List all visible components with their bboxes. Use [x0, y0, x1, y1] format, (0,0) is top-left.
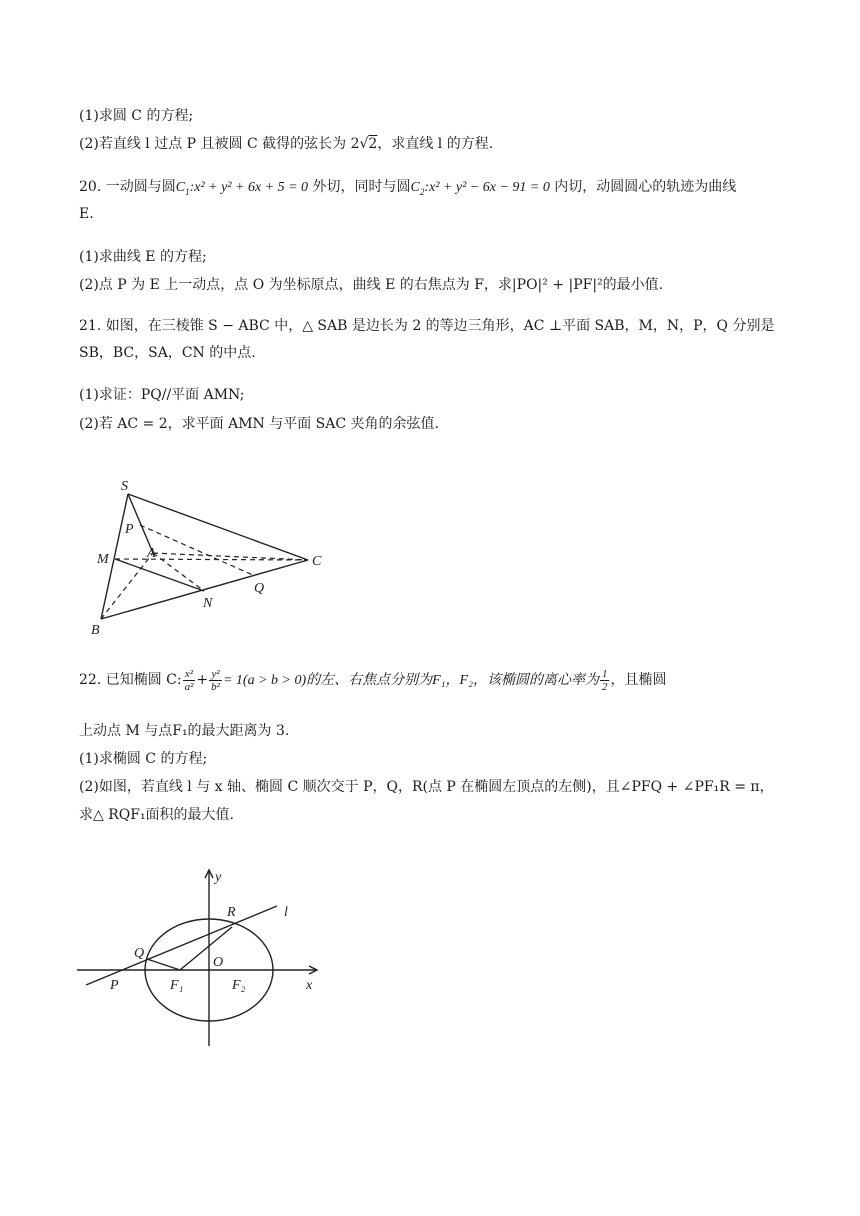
q22-part1: (1)求椭圆 C 的方程;: [79, 751, 208, 767]
plus-sign: +: [196, 672, 209, 688]
fraction-one-half: [600, 668, 610, 693]
frac1-num: x²: [183, 668, 196, 681]
half-num: 1: [601, 667, 608, 680]
q19-part1: (1)求圆 C 的方程;: [79, 108, 194, 124]
q20-part1: (1)求曲线 E 的方程;: [79, 249, 207, 265]
q21-part1: (1)求证：PQ//平面 AMN;: [79, 387, 245, 403]
q22-part2b: 求△ RQF₁面积的最大值.: [79, 807, 235, 823]
label-R: R: [227, 905, 236, 920]
q20-part2: (2)点 P 为 E 上一动点，点 O 为坐标原点，曲线 E 的右焦点为 F，求|PO|² + |PF|²的最小值.: [79, 277, 664, 293]
q22-stem-d: 上动点 M 与点F₁的最大距离为 3.: [79, 723, 290, 739]
label-Q: Q: [254, 581, 265, 596]
c1-sub: 1: [185, 186, 190, 197]
q22-stem-c: ，且椭圆: [610, 672, 667, 688]
q22-part2: (2)如图，若直线 l 与 x 轴、椭圆 C 顺次交于 P，Q，R(点 P 在椭圆左顶点的左侧)，且∠PFQ + ∠PF₁R = π，: [79, 779, 774, 795]
frac2-den: b²: [211, 680, 220, 693]
frac2-num: y²: [209, 668, 222, 681]
label-B: B: [91, 623, 100, 638]
q22-stem: [79, 666, 666, 695]
frac1-den: a²: [184, 680, 194, 693]
label-l: l: [284, 905, 288, 920]
fraction-y2-b2: [209, 668, 222, 693]
q21-stem: 21. 如图，在三棱锥 S − ABC 中，△ SAB 是边长为 2 的等边三角形，AC ⊥平面 SAB，M，N，P，Q 分别是: [79, 318, 775, 334]
half-den: 2: [601, 680, 608, 693]
label-C: C: [312, 554, 322, 569]
circle1-equation: :x² + y² + 6x + 5 = 0: [189, 180, 309, 195]
q21-part2: (2)若 AC = 2，求平面 AMN 与平面 SAC 夹角的余弦值.: [79, 416, 440, 432]
label-N: N: [203, 596, 213, 611]
c2-sub: 2: [419, 186, 425, 197]
label-y: y: [215, 870, 222, 885]
label-P: P: [125, 522, 134, 537]
label-O: O: [213, 955, 224, 970]
label-P: P: [110, 978, 119, 993]
q20-stem-b: 外切，同时与圆: [308, 179, 411, 195]
ellipse-figure: [72, 864, 332, 1054]
label-S: S: [121, 479, 128, 494]
c1-symbol: C: [175, 180, 186, 195]
sqrt-radicand: 2: [368, 136, 378, 152]
sqrt-sign: √: [359, 136, 369, 152]
fraction-x2-a2: [183, 668, 196, 693]
circle2-equation: :x² + y² − 6x − 91 = 0: [424, 180, 550, 195]
q19-part2: [79, 135, 493, 153]
q20-stem-a: 20. 一动圆与圆: [79, 179, 176, 195]
label-Q: Q: [134, 946, 145, 961]
q20-stem: [79, 178, 736, 201]
label-F2: F₂: [232, 978, 246, 993]
label-F1: F₁: [170, 978, 184, 993]
q20-stem-c: 内切，动圆圆心的轨迹为曲线: [549, 179, 737, 195]
label-A: A: [147, 546, 156, 561]
q20-stem-d: E.: [79, 206, 94, 222]
c2-symbol: C: [410, 180, 420, 195]
q19-part2-text: (2)若直线 l 过点 P 且被圆 C 截得的弦长为 2: [79, 136, 360, 152]
q22-stem-b: = 1(a > b > 0)的左、右焦点分别为F₁，F₂，该椭圆的离心率为: [222, 673, 599, 688]
q19-part2-end: ，求直线 l 的方程.: [377, 136, 494, 152]
q21-stem-b: SB，BC，SA，CN 的中点.: [79, 345, 256, 361]
tetrahedron-figure: [85, 475, 335, 640]
label-x: x: [306, 978, 313, 993]
label-M: M: [97, 552, 109, 567]
q22-stem-a: 22. 已知椭圆 C:: [79, 672, 182, 688]
